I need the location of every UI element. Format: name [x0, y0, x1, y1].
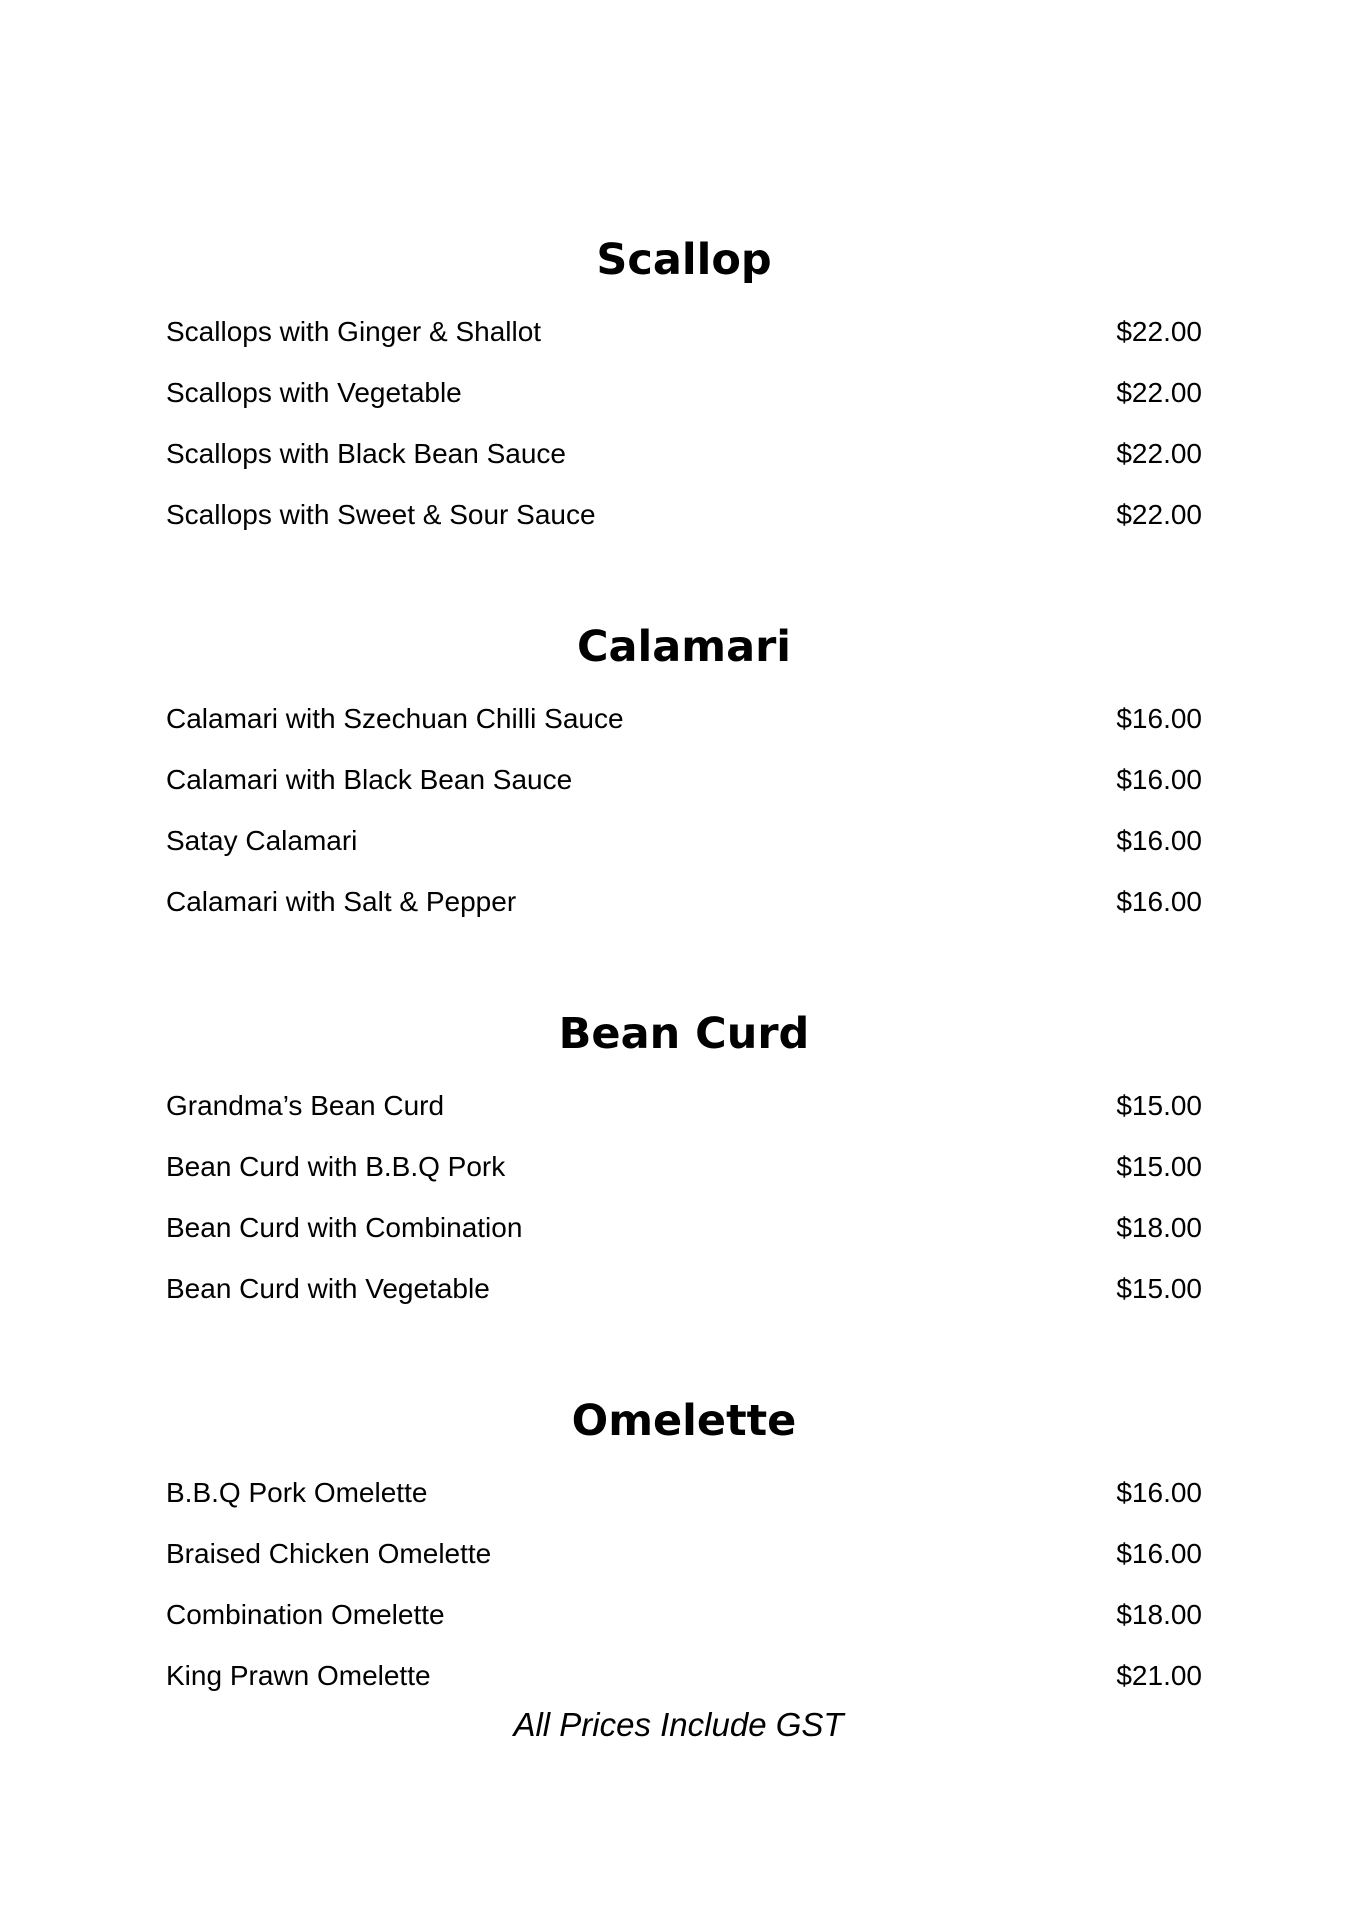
item-price: $22.00	[1116, 499, 1202, 530]
item-price: $16.00	[1116, 1538, 1202, 1569]
item-price: $16.00	[1116, 886, 1202, 917]
menu-item	[166, 423, 1202, 484]
item-name: Calamari with Black Bean Sauce	[166, 764, 573, 795]
section-title: Omelette	[571, 1396, 797, 1446]
menu-item	[166, 362, 1202, 423]
menu-item	[166, 1197, 1202, 1258]
item-price: $22.00	[1116, 316, 1202, 347]
item-name: Scallops with Ginger & Shallot	[166, 316, 542, 347]
item-name: Calamari with Szechuan Chilli Sauce	[166, 703, 624, 734]
section-bean-curd	[166, 999, 1202, 1319]
item-name: Scallops with Vegetable	[166, 377, 462, 408]
item-price: $22.00	[1116, 438, 1202, 469]
menu-item	[166, 484, 1202, 545]
item-name: Grandma’s Bean Curd	[166, 1090, 445, 1121]
menu-item	[166, 301, 1202, 362]
menu-item	[166, 1136, 1202, 1197]
item-name: Bean Curd with B.B.Q Pork	[166, 1151, 506, 1182]
item-price: $16.00	[1116, 703, 1202, 734]
item-price: $16.00	[1116, 825, 1202, 856]
item-price: $15.00	[1116, 1090, 1202, 1121]
menu-item	[166, 1645, 1202, 1706]
item-name: B.B.Q Pork Omelette	[166, 1477, 428, 1508]
item-price: $18.00	[1116, 1212, 1202, 1243]
menu-item	[166, 688, 1202, 749]
menu-item	[166, 1523, 1202, 1584]
menu-item	[166, 749, 1202, 810]
item-price: $18.00	[1116, 1599, 1202, 1630]
item-price: $16.00	[1116, 764, 1202, 795]
item-name: Scallops with Sweet & Sour Sauce	[166, 499, 596, 530]
item-price: $15.00	[1116, 1273, 1202, 1304]
section-title: Scallop	[596, 235, 772, 285]
section-title: Calamari	[576, 622, 792, 672]
item-name: Braised Chicken Omelette	[166, 1538, 492, 1569]
menu-item	[166, 1258, 1202, 1319]
menu-item	[166, 810, 1202, 871]
item-price: $21.00	[1116, 1660, 1202, 1691]
item-price: $16.00	[1116, 1477, 1202, 1508]
menu-item	[166, 1075, 1202, 1136]
item-name: Bean Curd with Vegetable	[166, 1273, 490, 1304]
item-price: $15.00	[1116, 1151, 1202, 1182]
item-name: Scallops with Black Bean Sauce	[166, 438, 566, 469]
section-title: Bean Curd	[558, 1009, 810, 1059]
item-name: Calamari with Salt & Pepper	[166, 886, 517, 917]
item-name: King Prawn Omelette	[166, 1660, 431, 1691]
section-omelette	[166, 1386, 1202, 1706]
menu-item	[166, 871, 1202, 932]
section-scallop	[166, 225, 1202, 545]
item-name: Combination Omelette	[166, 1599, 445, 1630]
item-price: $22.00	[1116, 377, 1202, 408]
menu	[166, 225, 1202, 1706]
item-name: Bean Curd with Combination	[166, 1212, 523, 1243]
menu-item	[166, 1462, 1202, 1523]
menu-item	[166, 1584, 1202, 1645]
section-calamari	[166, 612, 1202, 932]
gst-note: All Prices Include GST	[513, 1706, 844, 1743]
item-name: Satay Calamari	[166, 825, 358, 856]
